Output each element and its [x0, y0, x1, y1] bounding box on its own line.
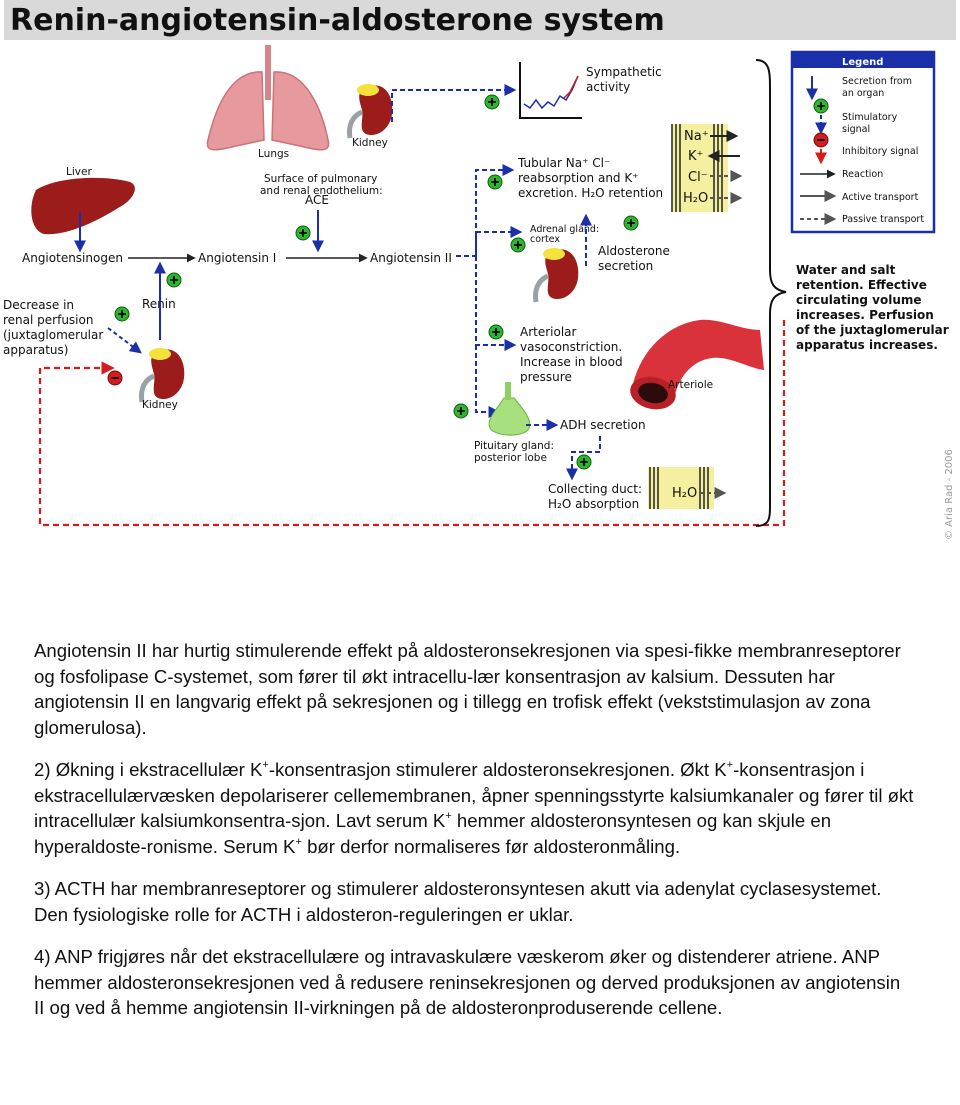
plus-collecting [577, 455, 591, 469]
body-text [34, 638, 914, 1038]
legend-passive: Passive transport [842, 214, 925, 225]
sympathetic-label-1: Sympathetic [586, 65, 662, 79]
kidney-top-label: Kidney [352, 137, 388, 149]
ion-cl: Cl⁻ [688, 170, 708, 185]
adh-label: ADH secretion [560, 418, 646, 432]
aldosterone-label-2: secretion [598, 259, 654, 273]
plus-perfusion [115, 307, 129, 321]
decrease-label-1: Decrease in [3, 298, 75, 312]
superscript-plus: + [726, 759, 734, 771]
collecting-label-1: Collecting duct: [548, 482, 643, 496]
plus-adrenal [511, 238, 525, 252]
ion-k: K⁺ [688, 149, 704, 164]
water-label-2: retention. Effective [796, 278, 927, 292]
adrenal-label-1: Adrenal gland: [530, 224, 600, 235]
water-label-4: increases. Perfusion [796, 308, 934, 322]
ion-h2o: H₂O [683, 191, 709, 206]
diagram-title: Renin-angiotensin-aldosterone system [10, 3, 665, 38]
arteriole-illustration [627, 320, 764, 414]
tubular-label-1: Tubular Na⁺ Cl⁻ [518, 156, 611, 170]
paragraph-2 [34, 757, 914, 859]
surface-label-2: and renal endothelium: [260, 185, 383, 197]
copyright-text: © Aria Rad - 2006 [944, 449, 955, 540]
legend-secretion-1: Secretion from [842, 76, 912, 87]
arteriole-label: Arteriole [668, 379, 714, 391]
decrease-label-3: (juxtaglomerular [3, 328, 104, 342]
legend-reaction: Reaction [842, 169, 884, 180]
legend-secretion-2: an organ [842, 88, 885, 99]
branch-pituitary [476, 345, 498, 412]
surface-label-1: Surface of pulmonary [264, 173, 378, 185]
decrease-label-4: apparatus) [3, 343, 69, 357]
plus-ace [296, 226, 310, 240]
legend-stimulatory-1: Stimulatory [842, 112, 898, 123]
water-label-6: apparatus increases. [796, 338, 938, 352]
kidney-top-illustration [350, 84, 393, 138]
pituitary-label-2: posterior lobe [474, 452, 547, 464]
liver-illustration [31, 178, 135, 250]
plus-tubular [488, 175, 502, 189]
arteriolar-label-1: Arteriolar [520, 325, 577, 339]
branch-tubular [456, 170, 512, 256]
paragraph-3: 3) ACTH har membranreseptorer og stimulerer aldosteronsyntesen akutt via adenylat cyclasesystemet. Den fysiologiske rolle for ACTH i aldosteron-reguleringen er uklar. [34, 878, 882, 925]
arteriolar-label-2: vasoconstriction. [520, 340, 623, 354]
pituitary-label-1: Pituitary gland: [474, 440, 555, 452]
plus-arteriolar [489, 325, 503, 339]
paragraph-2-part-e: bør derfor normaliseres før aldosteronmåling. [301, 835, 681, 857]
aldosterone-label-1: Aldosterone [598, 244, 670, 258]
angiotensin-2-label: Angiotensin II [370, 251, 452, 265]
adrenal-label-2: cortex [530, 234, 560, 245]
liver-label: Liver [66, 166, 92, 178]
ace-label: ACE [305, 193, 329, 207]
superscript-plus: + [295, 835, 302, 848]
lungs-illustration [207, 45, 328, 150]
kidney-bottom-label: Kidney [142, 399, 178, 411]
paragraph-2-part-a: 2) Økning i ekstracellulær K [34, 759, 263, 780]
arteriolar-label-4: pressure [520, 370, 572, 384]
superscript-plus: + [445, 810, 452, 822]
legend-active: Active transport [842, 192, 919, 203]
plus-aldosterone [624, 216, 638, 230]
sympathetic-label-2: activity [586, 80, 631, 94]
plus-pituitary [454, 404, 468, 418]
paragraph-2-part-b: -konsentrasjon stimulerer aldosteronsekresjonen. Økt K [268, 759, 727, 780]
tubular-label-3: excretion. H₂O retention [518, 186, 664, 200]
lungs-label: Lungs [258, 148, 290, 160]
angiotensin-1-label: Angiotensin I [198, 251, 277, 265]
minus-feedback [108, 371, 122, 385]
paragraph-2-part-d: hemmer aldosteronsyntesen og kan skjule en hyperaldoste-ronisme. Serum K [34, 810, 832, 857]
paragraph-4: 4) ANP frigjøres når det ekstracellulære og intravaskulære væskerom øker og distenderer atriene. ANP hemmer aldosteronsekresjonen ved å redusere reninsekresjonen og derved produksjonen av angiotensin II og ved å hemme angiotensin II-virkningen på de aldosteronproduserende cellene. [34, 946, 901, 1018]
water-label-3: circulating volume [796, 293, 922, 307]
plus-renin [167, 273, 181, 287]
water-label-1: Water and salt [796, 263, 896, 277]
arteriolar-label-3: Increase in blood [520, 355, 623, 369]
legend-title: Legend [842, 57, 884, 68]
summary-bracket [756, 60, 786, 526]
kidney-bottom-illustration [142, 348, 185, 402]
adrenal-kidney-illustration [536, 248, 579, 302]
water-label-5: of the juxtaglomerular [796, 323, 949, 337]
renin-label: Renin [142, 297, 176, 311]
perfusion-arrow [108, 328, 140, 352]
ion-na: Na⁺ [684, 129, 709, 144]
decrease-label-2: renal perfusion [3, 313, 94, 327]
legend-inhibitory: Inhibitory signal [842, 146, 919, 157]
paragraph-1: Angiotensin II har hurtig stimulerende effekt på aldosteronsekresjonen via spesi-fikke membranreseptorer og fosfolipase C-systemet, som fører til økt intracellu-lær konsentrasjon av kalsium. Dessuten har angiotensin II en langvarig effekt på sekresjonen og i tillegg en trofisk effekt (vekststimulasjon av zona glomerulosa). [34, 640, 901, 738]
pituitary-illustration [489, 382, 530, 435]
ion-h2o-bottom: H₂O [672, 486, 698, 501]
legend-stimulatory-2: signal [842, 124, 871, 135]
plus-sympathetic [485, 95, 499, 109]
collecting-label-2: H₂O absorption [548, 497, 640, 511]
angiotensinogen-label: Angiotensinogen [22, 251, 123, 265]
paragraph-2-part-c: -konsentrasjon i ekstracellulærvæsken depolariserer cellemembranen, åpner spenningsstyrte kalsiumkanaler og fører til økt intracellulær kalsiumkonsentra-sjon. Lavt serum K [34, 759, 914, 831]
tubular-label-2: reabsorption and K⁺ [518, 171, 639, 185]
superscript-plus: + [262, 759, 269, 771]
sympathetic-graph [520, 62, 582, 118]
